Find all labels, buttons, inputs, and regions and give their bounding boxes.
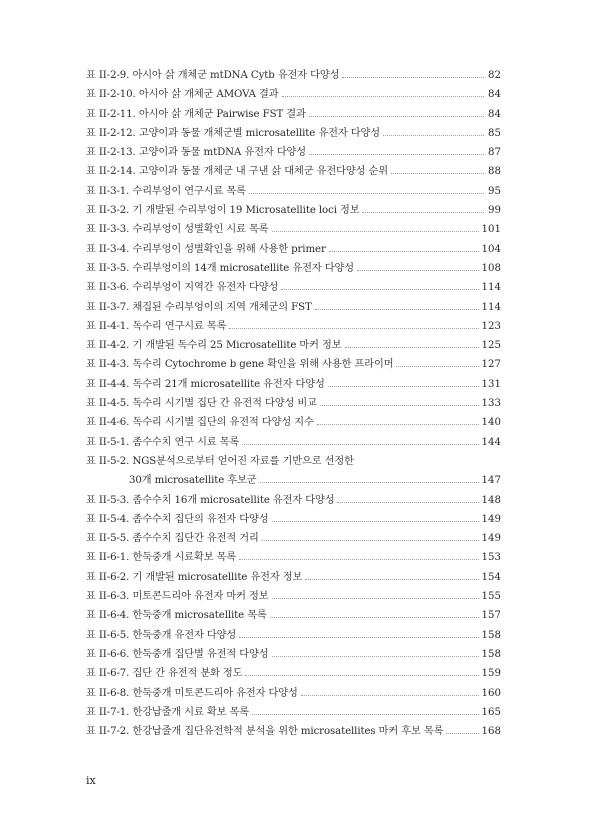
dot-leader — [329, 251, 479, 252]
dot-leader — [301, 695, 479, 696]
dot-leader — [446, 733, 478, 734]
toc-entry-page: 95 — [488, 185, 501, 197]
list-of-tables — [86, 66, 501, 741]
toc-entry-page: 99 — [488, 205, 501, 217]
toc-entry[interactable] — [86, 645, 501, 664]
toc-entry[interactable] — [86, 703, 501, 722]
toc-entry-title: 표 II-3-1. 수리부엉이 연구시료 목록 — [86, 185, 246, 197]
toc-entry[interactable] — [86, 375, 501, 394]
toc-entry-title: 표 II-5-1. 좀수수치 연구 시료 목록 — [86, 436, 240, 448]
toc-entry-page: 84 — [488, 108, 501, 120]
toc-entry[interactable] — [86, 394, 501, 413]
toc-entry-title: 표 II-2-12. 고양이과 동물 개체군별 microsatellite 유전자 다양성 — [86, 127, 380, 139]
toc-entry-page: 104 — [481, 243, 501, 255]
toc-entry-title: 표 II-5-3. 좀수수치 16개 microsatellite 유전자 다양성 — [86, 494, 335, 506]
toc-entry[interactable] — [86, 278, 501, 297]
toc-entry-page: 87 — [488, 147, 501, 159]
dot-leader — [328, 386, 479, 387]
dot-leader — [262, 540, 479, 541]
toc-entry-title: 표 II-6-7. 집단 간 유전적 분화 정도 — [86, 668, 243, 680]
toc-entry-page: 158 — [481, 629, 501, 641]
toc-entry[interactable] — [86, 105, 501, 124]
toc-entry-title: 표 II-4-3. 독수리 Cytochrome b gene 확인을 위해 사용한 프라이머 — [86, 359, 394, 371]
dot-leader — [281, 289, 478, 290]
dot-leader — [357, 270, 479, 271]
toc-entry-title: 표 II-4-4. 독수리 21개 microsatellite 유전자 다양성 — [86, 378, 325, 390]
toc-entry[interactable] — [86, 413, 501, 432]
dot-leader — [282, 96, 484, 97]
dot-leader — [272, 656, 479, 657]
toc-entry-page: 165 — [481, 706, 501, 718]
toc-entry[interactable] — [86, 317, 501, 336]
dot-leader — [249, 193, 484, 194]
dot-leader — [383, 135, 484, 136]
dot-leader — [229, 328, 478, 329]
toc-entry-title: 표 II-2-11. 아시아 삵 개체군 Pairwise FST 결과 — [86, 108, 306, 120]
dot-leader — [252, 714, 479, 715]
toc-entry-continuation[interactable] — [86, 471, 501, 490]
toc-entry[interactable] — [86, 433, 501, 452]
toc-entry[interactable] — [86, 587, 501, 606]
page-number-footer: ix — [86, 774, 96, 787]
toc-entry-title: 표 II-7-2. 한강납줄개 집단유전학적 분석을 위한 microsatellites 마커 후보 목록 — [86, 726, 444, 738]
toc-entry[interactable] — [86, 510, 501, 529]
toc-entry-page: 85 — [488, 127, 501, 139]
toc-entry-title: 표 II-3-2. 기 개발된 수리부엉이 19 Microsatellite loci 정보 — [86, 205, 360, 217]
toc-entry-page: 157 — [481, 610, 501, 622]
toc-entry[interactable] — [86, 722, 501, 741]
toc-entry-page: 147 — [481, 475, 501, 487]
toc-entry-title: 표 II-3-5. 수리부엉이의 14개 microsatellite 유전자 다양성 — [86, 262, 354, 274]
toc-entry-title: 표 II-2-14. 고양이과 동물 개체군 내 구낸 삵 대체군 유전다양성 순위 — [86, 166, 388, 178]
toc-entry-page: 88 — [488, 166, 501, 178]
toc-entry-page: 133 — [481, 398, 501, 410]
toc-entry-title: 표 II-6-6. 한둑중개 집단별 유전적 다양성 — [86, 648, 269, 660]
dot-leader — [272, 521, 479, 522]
toc-entry-page: 158 — [481, 648, 501, 660]
toc-entry[interactable] — [86, 452, 501, 471]
toc-entry[interactable] — [86, 529, 501, 548]
toc-entry[interactable] — [86, 220, 501, 239]
toc-entry-page: 131 — [481, 378, 501, 390]
dot-leader — [239, 637, 478, 638]
toc-entry-page: 114 — [481, 282, 501, 294]
toc-entry-page: 125 — [481, 340, 501, 352]
toc-entry[interactable] — [86, 182, 501, 201]
toc-entry-title: 표 II-7-1. 한강납줄개 시료 확보 목록 — [86, 706, 250, 718]
toc-entry[interactable] — [86, 548, 501, 567]
dot-leader — [305, 579, 478, 580]
dot-leader — [239, 559, 478, 560]
toc-entry-title: 표 II-6-2. 기 개발된 microsatellite 유전자 정보 — [86, 571, 303, 583]
toc-entry-page: 148 — [481, 494, 501, 506]
toc-entry-page: 149 — [481, 513, 501, 525]
toc-entry[interactable] — [86, 355, 501, 374]
toc-entry-page: 140 — [481, 417, 501, 429]
toc-entry[interactable] — [86, 491, 501, 510]
dot-leader — [362, 212, 484, 213]
toc-entry[interactable] — [86, 240, 501, 259]
toc-entry[interactable] — [86, 66, 501, 85]
toc-entry-page: 84 — [488, 89, 501, 101]
toc-entry[interactable] — [86, 626, 501, 645]
dot-leader — [345, 347, 479, 348]
dot-leader — [337, 502, 478, 503]
toc-entry-title: 30개 microsatellite 후보군 — [129, 475, 257, 487]
toc-entry[interactable] — [86, 162, 501, 181]
toc-entry-page: 144 — [481, 436, 501, 448]
toc-entry[interactable] — [86, 664, 501, 683]
dot-leader — [242, 444, 478, 445]
toc-entry-title: 표 II-6-8. 한둑중개 미토콘드리아 유전자 다양성 — [86, 687, 298, 699]
toc-entry-page: 159 — [481, 668, 501, 680]
dot-leader — [260, 482, 479, 483]
toc-entry-page: 168 — [481, 726, 501, 738]
toc-entry-title: 표 II-3-3. 수리부엉이 성별확인 시료 목록 — [86, 224, 269, 236]
toc-entry-title: 표 II-4-2. 기 개발된 독수리 25 Microsatellite 마커 정보 — [86, 340, 342, 352]
toc-entry[interactable] — [86, 124, 501, 143]
toc-entry-page: 149 — [481, 533, 501, 545]
toc-entry-page: 153 — [481, 552, 501, 564]
toc-entry-title: 표 II-4-5. 독수리 시기별 집단 간 유전적 다양성 비교 — [86, 398, 317, 410]
dot-leader — [317, 424, 479, 425]
toc-entry-title: 표 II-6-3. 미토콘드리아 유전자 마커 정보 — [86, 591, 269, 603]
toc-entry-page: 155 — [481, 591, 501, 603]
toc-entry-page: 101 — [481, 224, 501, 236]
dot-leader — [309, 116, 484, 117]
dot-leader — [309, 154, 484, 155]
toc-entry-page: 123 — [481, 320, 501, 332]
toc-entry-title: 표 II-6-5. 한둑중개 유전자 다양성 — [86, 629, 237, 641]
toc-entry[interactable] — [86, 568, 501, 587]
toc-entry-title: 표 II-2-9. 아시아 삵 개체군 mtDNA Cytb 유전자 다양성 — [86, 70, 340, 81]
toc-entry-title: 표 II-3-7. 채집된 수리부엉이의 지역 개체군의 FST — [86, 301, 312, 313]
toc-entry[interactable] — [86, 606, 501, 625]
toc-entry-title: 표 II-5-5. 좀수수치 집단간 유전적 거리 — [86, 533, 259, 545]
toc-entry-title: 표 II-3-6. 수리부엉이 지역간 유전자 다양성 — [86, 282, 279, 294]
dot-leader — [270, 617, 479, 618]
toc-entry[interactable] — [86, 684, 501, 703]
toc-entry-title: 표 II-6-4. 한둑중개 microsatellite 목록 — [86, 610, 267, 622]
toc-entry-title: 표 II-2-13. 고양이과 동물 mtDNA 유전자 다양성 — [86, 147, 306, 159]
dot-leader — [272, 598, 479, 599]
dot-leader — [272, 231, 479, 232]
toc-entry[interactable] — [86, 259, 501, 278]
toc-entry[interactable] — [86, 85, 501, 104]
toc-entry-page: 127 — [481, 359, 501, 371]
toc-entry-page: 154 — [481, 571, 501, 583]
toc-entry-title: 표 II-5-4. 좀수수치 집단의 유전자 다양성 — [86, 513, 269, 525]
dot-leader — [320, 405, 479, 406]
toc-entry[interactable] — [86, 298, 501, 317]
dot-leader — [391, 173, 484, 174]
toc-entry-title: 표 II-2-10. 아시아 삵 개체군 AMOVA 결과 — [86, 89, 279, 101]
toc-entry-page: 108 — [481, 262, 501, 274]
toc-entry-title: 표 II-3-4. 수리부엉이 성별확인을 위해 사용한 primer — [86, 243, 326, 255]
toc-entry-title: 표 II-6-1. 한둑중개 시료확보 목록 — [86, 552, 237, 564]
toc-entry[interactable] — [86, 336, 501, 355]
toc-entry[interactable] — [86, 201, 501, 220]
dot-leader — [342, 77, 484, 78]
toc-entry-title: 표 II-5-2. NGS분석으로부터 얻어진 자료를 기반으로 선정한 — [86, 455, 354, 467]
toc-entry-title: 표 II-4-1. 독수리 연구시료 목록 — [86, 320, 227, 332]
toc-entry-title: 표 II-4-6. 독수리 시기별 집단의 유전적 다양성 지수 — [86, 417, 314, 429]
dot-leader — [245, 675, 478, 676]
toc-entry-page: 82 — [488, 70, 501, 81]
toc-entry[interactable] — [86, 143, 501, 162]
toc-entry-page: 114 — [481, 301, 501, 313]
toc-entry-page: 160 — [481, 687, 501, 699]
dot-leader — [315, 309, 479, 310]
dot-leader — [396, 366, 478, 367]
